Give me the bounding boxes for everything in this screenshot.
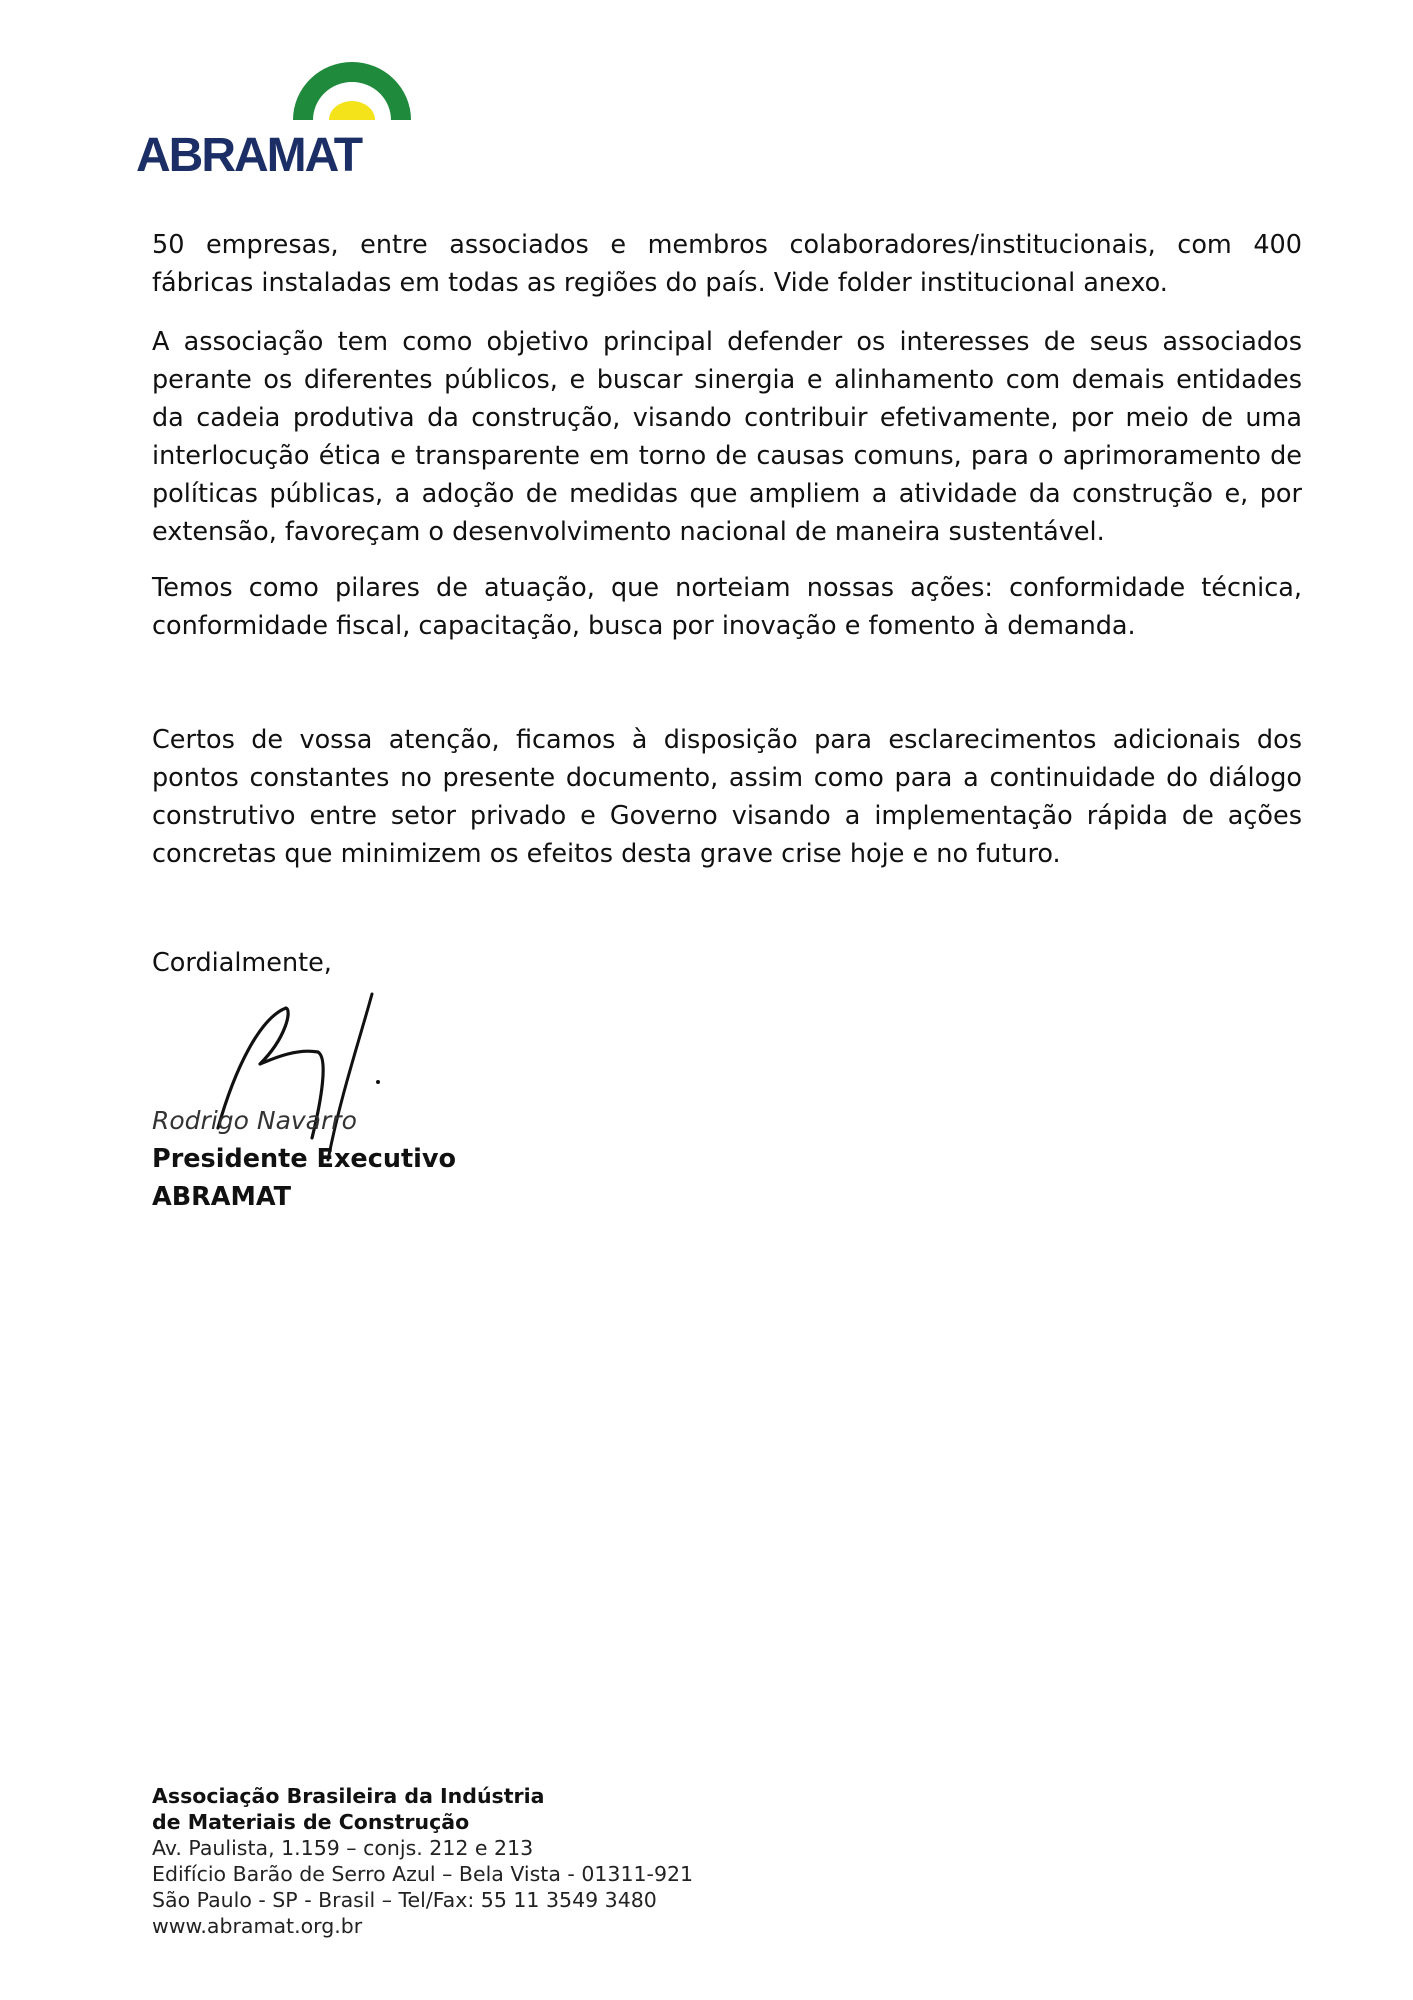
footer-website: www.abramat.org.br xyxy=(152,1914,363,1938)
signatory-title: Presidente Executivo xyxy=(152,1144,457,1174)
paragraph-pillars: Temos como pilares de atuação, que norteiam nossas ações: conformidade técnica, conformidade fiscal, capacitação, busca por inovação e fomento à demanda. xyxy=(152,573,1302,641)
footer-address-line2: Edifício Barão de Serro Azul – Bela Vista - 01311-921 xyxy=(152,1862,694,1886)
closing-salutation: Cordialmente, xyxy=(152,948,332,978)
logo-wordmark: ABRAMAT xyxy=(136,129,362,182)
letterhead-footer xyxy=(152,1783,693,1939)
signatory-name: Rodrigo Navarro xyxy=(152,1106,357,1135)
footer-address-line1: Av. Paulista, 1.159 – conjs. 212 e 213 xyxy=(152,1836,534,1860)
footer-org-line2: de Materiais de Construção xyxy=(152,1810,470,1834)
signatory-organization: ABRAMAT xyxy=(152,1182,292,1212)
paragraph-members: 50 empresas, entre associados e membros colaboradores/institucionais, com 400 fábricas instaladas em todas as regiões do país. Vide folder institucional anexo. xyxy=(152,230,1302,298)
paragraph-closing-remarks: Certos de vossa atenção, ficamos à disposição para esclarecimentos adicionais dos pontos constantes no presente documento, assim como para a continuidade do diálogo construtivo entre setor privado e Governo visando a implementação rápida de ações concretas que minimizem os efeitos desta grave crise hoje e no futuro. xyxy=(152,725,1302,869)
footer-org-line1: Associação Brasileira da Indústria xyxy=(152,1784,545,1808)
paragraph-objective: A associação tem como objetivo principal defender os interesses de seus associados perante os diferentes públicos, e buscar sinergia e alinhamento com demais entidades da cadeia produtiva da construção, visando contribuir efetivamente, por meio de uma interlocução ética e transparente em torno de causas comuns, para o aprimoramento de políticas públicas, a adoção de medidas que ampliem a atividade da construção e, por extensão, favoreçam o desenvolvimento nacional de maneira sustentável. xyxy=(152,327,1302,547)
footer-address-line3: São Paulo - SP - Brasil – Tel/Fax: 55 11 3549 3480 xyxy=(152,1888,657,1912)
abramat-logo xyxy=(136,60,416,185)
